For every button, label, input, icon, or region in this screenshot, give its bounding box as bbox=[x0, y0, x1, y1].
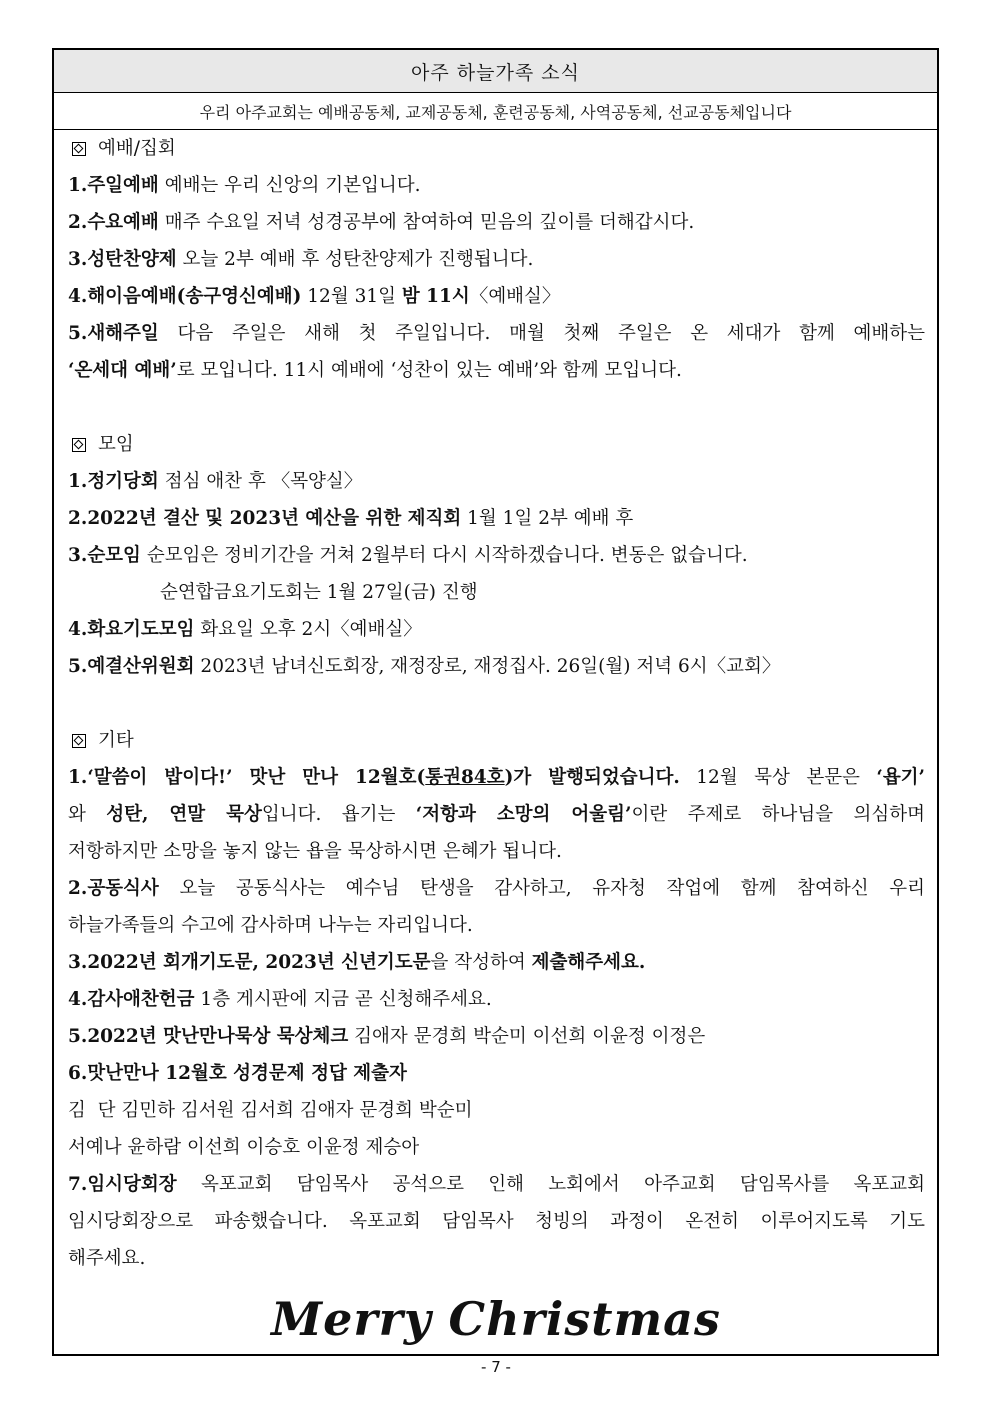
page-title: 아주 하늘가족 소식 bbox=[54, 50, 937, 93]
square-diamond-icon bbox=[72, 438, 86, 452]
etc-item-6: 6.맛난만나 12월호 성경문제 정답 제출자 bbox=[68, 1063, 407, 1084]
meetings-item-4: 4.화요기도모임 화요일 오후 2시〈예배실〉 bbox=[68, 619, 422, 640]
etc-item-7-cont2: 해주세요. bbox=[68, 1248, 146, 1269]
worship-item-4: 4.해이음예배(송구영신예배) 12월 31일 밤 11시〈예배실〉 bbox=[68, 286, 561, 307]
etc-item-3: 3.2022년 회개기도문, 2023년 신년기도문을 작성하여 제출해주세요. bbox=[68, 952, 646, 973]
page-number: - 7 - bbox=[481, 1358, 511, 1376]
worship-item-2: 2.수요예배 매주 수요일 저녁 성경공부에 참여하여 믿음의 깊이를 더해갑시다. bbox=[68, 212, 695, 233]
etc-item-7: 7.임시당회장 옥포교회 담임목사 공석으로 인해 노회에서 아주교회 담임목사를 옥포교회 bbox=[68, 1174, 925, 1195]
worship-item-1: 1.주일예배 예배는 우리 신앙의 기본입니다. bbox=[68, 175, 421, 196]
page-subtitle: 우리 아주교회는 예배공동체, 교제공동체, 훈련공동체, 사역공동체, 선교공동체입니다 bbox=[54, 93, 937, 130]
worship-item-5: 5.새해주일 다음 주일은 새해 첫 주일입니다. 매월 첫째 주일은 온 세대가 함께 예배하는 bbox=[68, 323, 925, 344]
section-heading-worship: 예배/집회 bbox=[68, 130, 925, 167]
meetings-item-1: 1.정기당회 점심 애찬 후 〈목양실〉 bbox=[68, 471, 363, 492]
etc-item-6-names-2: 서예나 윤하람 이선희 이승호 이윤정 제승아 bbox=[68, 1137, 420, 1158]
worship-item-3: 3.성탄찬양제 오늘 2부 예배 후 성탄찬양제가 진행됩니다. bbox=[68, 249, 534, 270]
etc-item-2-cont: 하늘가족들의 수고에 감사하며 나누는 자리입니다. bbox=[68, 915, 473, 936]
etc-item-5: 5.2022년 맛난만나묵상 묵상체크 김애자 문경희 박순미 이선희 이윤정 이정은 bbox=[68, 1026, 706, 1047]
meetings-item-2: 2.2022년 결산 및 2023년 예산을 위한 제직회 1월 1일 2부 예배 후 bbox=[68, 508, 634, 529]
etc-item-6-names-1: 김 단 김민하 김서원 김서희 김애자 문경희 박순미 bbox=[68, 1100, 473, 1121]
section-heading-meetings: 모임 bbox=[68, 426, 925, 463]
square-diamond-icon bbox=[72, 734, 86, 748]
newsletter-frame bbox=[52, 48, 939, 1356]
christmas-greeting: Merry Christmas bbox=[271, 1292, 721, 1346]
meetings-item-3: 3.순모임 순모임은 정비기간을 거쳐 2월부터 다시 시작하겠습니다. 변동은 없습니다. bbox=[68, 545, 748, 566]
square-diamond-icon bbox=[72, 142, 86, 156]
newsletter-content bbox=[54, 130, 937, 1277]
meetings-item-3-cont: 순연합금요기도회는 1월 27일(금) 진행 bbox=[160, 582, 478, 603]
etc-item-2: 2.공동식사 오늘 공동식사는 예수님 탄생을 감사하고, 유자청 작업에 함께 참여하신 우리 bbox=[68, 878, 925, 899]
etc-item-4: 4.감사애찬헌금 1층 게시판에 지금 곧 신청해주세요. bbox=[68, 989, 492, 1010]
etc-item-1: 1.‘말씀이 밥이다!’ 맛난 만나 12월호(통권84호)가 발행되었습니다. 12월 묵상 본문은 ‘욥기’ bbox=[68, 767, 925, 788]
etc-item-1-cont: 와 성탄, 연말 묵상입니다. 욥기는 ‘저항과 소망의 어울림’이란 주제로 하나님을 의심하며 bbox=[68, 804, 925, 825]
etc-item-7-cont: 임시당회장으로 파송했습니다. 옥포교회 담임목사 청빙의 과정이 온전히 이루어지도록 기도 bbox=[68, 1211, 925, 1232]
section-heading-etc: 기타 bbox=[68, 722, 925, 759]
worship-item-5-cont: ‘온세대 예배’로 모입니다. 11시 예배에 ‘성찬이 있는 예배’와 함께 모입니다. bbox=[68, 360, 682, 381]
meetings-item-5: 5.예결산위원회 2023년 남녀신도회장, 재정장로, 재정집사. 26일(월) 저녁 6시〈교회〉 bbox=[68, 656, 781, 677]
etc-item-1-cont2: 저항하지만 소망을 놓지 않는 욥을 묵상하시면 은혜가 됩니다. bbox=[68, 841, 562, 862]
